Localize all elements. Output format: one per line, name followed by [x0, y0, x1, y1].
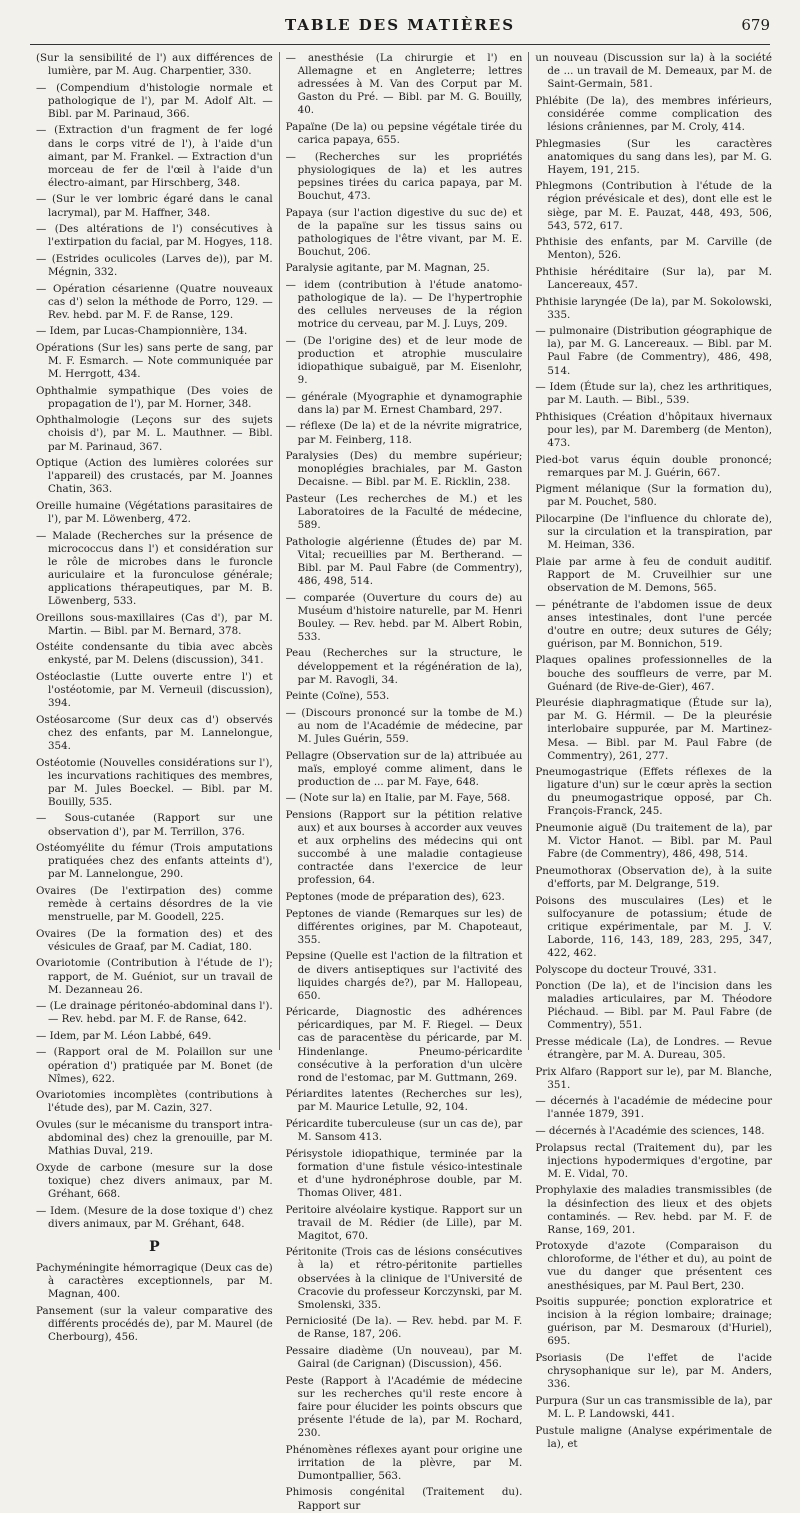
index-entry: Pigment mélanique (Sur la formation du), par M. Pouchet, 580.: [535, 483, 773, 509]
index-entry: Péricarde, Diagnostic des adhérences péricardiques, par M. F. Riegel. — Deux cas de paracentèse du péricarde, par M. Hindenlange. Pneumo-péricardite consécutive à la perforation d'un ulcère rond de l'estomac, par M. Guttmann, 269.: [285, 1006, 523, 1084]
index-entry: Poisons des musculaires (Les) et le sulfocyanure de potassium; étude de critique expérimentale, par M. J. V. Laborde, 116, 143, 189, 283, 295, 347, 422, 462.: [535, 894, 773, 959]
index-entry: Plaie par arme à feu de conduit auditif. Rapport de M. Cruveilhier sur une observation de M. Demons, 565.: [535, 555, 773, 594]
index-entry: Papaya (sur l'action digestive du suc de) et de la papaïne sur les tissus sains ou pathologiques de l'être vivant, par M. E. Bouchut, 206.: [285, 206, 523, 258]
index-entry: — pénétrante de l'abdomen issue de deux anses intestinales, dont l'une percée d'outre en outre; deux sutures de Gély; guérison, par M. Bonnichon, 519.: [535, 598, 773, 650]
index-entry: Pessaire diadème (Un nouveau), par M. Gairal (de Carignan) (Discussion), 456.: [285, 1345, 523, 1371]
index-entry: Ostéosarcome (Sur deux cas d') observés chez des enfants, par M. Lannelongue, 354.: [36, 713, 273, 752]
index-entry: Ovules (sur le mécanisme du transport intra-abdominal des) chez la grenouille, par M. Mathias Duval, 219.: [36, 1118, 273, 1158]
index-entry: (Sur la sensibilité de l') aux différences de lumière, par M. Aug. Charpentier, 330.: [36, 52, 273, 78]
index-entry: Pasteur (Les recherches de M.) et les Laboratoires de la Faculté de médecine, 589.: [285, 492, 523, 532]
index-entry: Ovariotomie (Contribution à l'étude de l'); rapport, de M. Guéniot, sur un travail de M. Dezanneau 26.: [36, 957, 273, 996]
index-entry: — (Le drainage péritonéo-abdominal dans l'). — Rev. hebd. par M. F. de Ranse, 642.: [36, 1000, 273, 1026]
index-entry: — idem (contribution à l'étude anatomo-pathologique de la). — De l'hypertrophie des cellules nerveuses de la région motrice du cerveau, par M. J. Luys, 209.: [285, 279, 523, 331]
index-entry: — (Estrides oculicoles (Larves de)), par M. Mégnin, 332.: [36, 252, 273, 278]
index-entry: Peste (Rapport à l'Académie de médecine sur les recherches qu'il reste encore à faire pour élucider les points obscurs que présente l'étude de la), par M. Rochard, 230.: [285, 1374, 523, 1440]
index-entry: Plaques opalines professionnelles de la bouche des souffleurs de verre, par M. Guénard (de Rive-de-Gier), 467.: [535, 654, 773, 693]
index-entry: — (Des altérations de l') consécutives à l'extirpation du facial, par M. Hogyes, 118.: [36, 223, 273, 249]
index-entry: Oxyde de carbone (mesure sur la dose toxique) chez divers animaux, par M. Gréhant, 668.: [36, 1161, 273, 1200]
index-entry: Pilocarpine (De l'influence du chlorate de), sur la circulation et la transpiration, par M. Heiman, 336.: [535, 513, 773, 552]
index-entry: — anesthésie (La chirurgie et l') en Allemagne et en Angleterre; lettres adressées à M. Van des Corput par M. Gaston du Pré. — Bibl. par M. G. Bouilly, 40.: [285, 52, 523, 117]
index-entry: Phthisie des enfants, par M. Carville (de Menton), 526.: [535, 236, 773, 262]
index-entry: Paralysie agitante, par M. Magnan, 25.: [285, 262, 490, 275]
index-entry: — (Sur le ver lombric égaré dans le canal lacrymal), par M. Haffner, 348.: [36, 193, 273, 219]
index-entry: Péritonite (Trois cas de lésions consécutives à la) et rétro-péritonite partielles observées à la clinique de l'Université de Cracovie du professeur Korczynski, par M. Smolenski, 335.: [285, 1246, 523, 1311]
index-entry: Pensions (Rapport sur la pétition relative aux) et aux bourses à accorder aux veuves et aux orphelins des médecins qui ont succombé à une maladie contagieuse contractée dans l'exercice de leur profession, 64.: [285, 808, 523, 887]
index-entry: Pleurésie diaphragmatique (Étude sur la), par M. G. Hérmil. — De la pleurésie interlobaire suppurée, par M. Martinez-Mesa. — Bibl. par M. Paul Fabre (de Commentry), 261, 277.: [535, 697, 773, 762]
index-entry: Péricardite tuberculeuse (sur un cas de), par M. Sansom 413.: [285, 1118, 523, 1144]
index-entry: — (Discours prononcé sur la tombe de M.) au nom de l'Académie de médecine, par M. Jules Guérin, 559.: [285, 706, 523, 745]
index-entry: Peau (Recherches sur la structure, le développement et la régénération de la), par M. Ravogli, 34.: [285, 647, 523, 686]
index-entry: Pneumonie aiguë (Du traitement de la), par M. Victor Hanot. — Bibl. par M. Paul Fabre (de Commentry), 486, 498, 514.: [535, 822, 773, 861]
index-column-left: [30, 52, 279, 1343]
index-entry: — décernés à l'académie de médecine pour l'année 1879, 391.: [535, 1095, 773, 1121]
index-entry: — Sous-cutanée (Rapport sur une observation d'), par M. Terrillon, 376.: [36, 812, 273, 838]
index-entry: Ponction (De la), et de l'incision dans les maladies articulaires, par M. Théodore Piéchaud. — Bibl. par M. Paul Fabre (de Commentry), 551.: [535, 980, 773, 1032]
index-entry: — réflexe (De la) et de la névrite migratrice, par M. Feinberg, 118.: [285, 420, 523, 446]
index-entry: Pellagre (Observation sur de la) attribuée au maïs, employé comme aliment, dans le production de ... par M. Faye, 648.: [285, 749, 523, 788]
index-entry: Peptones de viande (Remarques sur les) de différentes origines, par M. Chapoteaut, 355.: [285, 907, 523, 946]
index-entry: — (Compendium d'histologie normale et pathologique de l'), par M. Adolf Alt. — Bibl. par M. Parinaud, 366.: [36, 81, 273, 120]
index-entry: Phthisie héréditaire (Sur la), par M. Lancereaux, 457.: [535, 265, 773, 291]
index-entry: Ophthalmie sympathique (Des voies de propagation de l'), par M. Horner, 348.: [36, 384, 273, 410]
index-entry: Ostéotomie (Nouvelles considérations sur l'), les incurvations rachitiques des membres, par M. Jules Boeckel. — Bibl. par M. Bouilly, 535.: [36, 756, 273, 808]
index-entry: Ostéite condensante du tibia avec abcès enkysté, par M. Delens (discussion), 341.: [36, 641, 273, 667]
index-entry: Phlegmons (Contribution à l'étude de la région prévésicale et des), dont elle est le siège, par M. E. Pauzat, 448, 493, 506, 543, 572, 617.: [535, 180, 773, 232]
page-header: [30, 10, 770, 45]
index-entry: — Idem. (Mesure de la dose toxique d') chez divers animaux, par M. Gréhant, 648.: [36, 1204, 273, 1230]
index-entry: — Idem (Étude sur la), chez les arthritiques, par M. Lauth. — Bibl., 539.: [535, 381, 773, 407]
index-entry: Ovaires (De la formation des) et des vésicules de Graaf, par M. Cadiat, 180.: [36, 927, 273, 953]
index-entry: Ovariotomies incomplètes (contributions à l'étude des), par M. Cazin, 327.: [36, 1089, 273, 1115]
page-title: TABLE DES MATIÈRES: [284, 16, 516, 34]
index-entry: Phlegmasies (Sur les caractères anatomiques du sang dans les), par M. G. Hayem, 191, 215.: [535, 137, 773, 176]
index-entry: Prix Alfaro (Rapport sur le), par M. Blanche, 351.: [535, 1065, 773, 1091]
index-entry: Protoxyde d'azote (Comparaison du chloroforme, de l'éther et du), au point de vue du danger que présentent ces anesthésiques, par M. Paul Bert, 230.: [535, 1240, 773, 1292]
index-entry: — Idem, par Lucas-Championnière, 134.: [36, 325, 248, 338]
index-entry: Pansement (sur la valeur comparative des différents procédés de), par M. Maurel (de Cherbourg), 456.: [36, 1304, 273, 1343]
index-entry: — décernés à l'Académie des sciences, 148.: [535, 1125, 765, 1138]
index-entry: Ostéoclastie (Lutte ouverte entre l') et l'ostéotomie, par M. Verneuil (discussion), 394.: [36, 671, 273, 710]
index-entry: Pneumothorax (Observation de), à la suite d'efforts, par M. Delgrange, 519.: [535, 864, 773, 890]
index-column-right: [528, 52, 778, 1450]
index-entry: — comparée (Ouverture du cours de) au Muséum d'histoire naturelle, par M. Henri Bouley. — Rev. hebd. par M. Albert Robin, 533.: [285, 591, 523, 643]
index-entry: Phthisiques (Création d'hôpitaux hivernaux pour les), par M. Daremberg (de Menton), 473.: [535, 410, 773, 450]
index-entry: Papaïne (De la) ou pepsine végétale tirée du carica papaya, 655.: [285, 120, 523, 147]
index-entry: Prophylaxie des maladies transmissibles (de la désinfection des lieux et des objets contaminés. — Rev. hebd. par M. F. de Ranse, 169, 201.: [535, 1184, 773, 1236]
index-entry: Pachyméningite hémorragique (Deux cas de) à caractères exceptionnels, par M. Magnan, 400.: [36, 1261, 273, 1300]
index-entry: Phlébite (De la), des membres inférieurs, considérée comme complication des lésions crâniennes, par M. Croly, 414.: [535, 94, 773, 133]
index-entry: Oreille humaine (Végétations parasitaires de l'), par M. Löwenberg, 472.: [36, 499, 273, 525]
section-letter: P: [149, 1238, 160, 1255]
index-entry: Ostéomyélite du fémur (Trois amputations pratiquées chez des enfants atteints d'), par M. Lannelongue, 290.: [36, 842, 273, 881]
index-entry: Perniciosité (De la). — Rev. hebd. par M. F. de Ranse, 187, 206.: [285, 1315, 523, 1341]
index-entry: Périsystole idiopathique, terminée par la formation d'une fistule vésico-intestinale et d'une hydronéphrose double, par M. Thomas Oliver, 481.: [285, 1147, 523, 1199]
index-entry: un nouveau (Discussion sur la) à la société de ... un travail de M. Demeaux, par M. de Saint-Germain, 581.: [535, 52, 773, 91]
index-entry: Optique (Action des lumières colorées sur l'appareil) des crustacés, par M. Joannes Chatin, 363.: [36, 457, 273, 496]
index-entry: — Malade (Recherches sur la présence de micrococcus dans l') et considération sur le rôle de microbes dans le furoncle auriculaire et la furonculose générale; applications thérapeutiques, par M. B. Löwenberg, 533.: [36, 529, 273, 608]
index-columns: [30, 52, 778, 1512]
index-entry: Opérations (Sur les) sans perte de sang, par M. F. Esmarch. — Note communiquée par M. Herrgott, 434.: [36, 341, 273, 381]
index-entry: — (Note sur la) en Italie, par M. Faye, 568.: [285, 792, 511, 805]
index-entry: Purpura (Sur un cas transmissible de la), par M. L. P. Landowski, 441.: [535, 1394, 773, 1420]
index-entry: Paralysies (Des) du membre supérieur; monoplégies brachiales, par M. Gaston Decaisne. — Bibl. par M. E. Ricklin, 238.: [285, 450, 523, 489]
index-entry: — Opération césarienne (Quatre nouveaux cas d') selon la méthode de Porro, 129. — Rev. hebd. par M. F. de Ranse, 129.: [36, 282, 273, 321]
index-entry: Peinte (Coïne), 553.: [285, 690, 390, 703]
index-entry: Psoitis suppurée; ponction exploratrice et incision à la région lombaire; drainage; guérison, par M. Desmaroux (d'Huriel), 695.: [535, 1296, 773, 1348]
index-entry: — (Rapport oral de M. Polaillon sur une opération d') pratiquée par M. Bonet (de Nîmes), 622.: [36, 1046, 273, 1085]
index-entry: Périardites latentes (Recherches sur les), par M. Maurice Letulle, 92, 104.: [285, 1088, 523, 1114]
index-entry: Polyscope du docteur Trouvé, 331.: [535, 963, 717, 976]
index-entry: Ovaires (De l'extirpation des) comme remède à certains désordres de la vie menstruelle, par M. Goodell, 225.: [36, 884, 273, 924]
index-entry: Pied-bot varus équin double prononcé; remarques par M. J. Guérin, 667.: [535, 453, 773, 479]
index-entry: Phimosis congénital (Traitement du). Rapport sur: [285, 1486, 523, 1512]
index-entry: — (Recherches sur les propriétés physiologiques de la) et les autres pepsines tirées du carica papaya, par M. Bouchut, 473.: [285, 150, 523, 202]
index-entry: — pulmonaire (Distribution géographique de la), par M. G. Lancereaux. — Bibl. par M. Paul Fabre (de Commentry), 486, 498, 514.: [535, 325, 773, 377]
index-entry: Psoriasis (De l'effet de l'acide chrysophanique sur le), par M. Anders, 336.: [535, 1352, 773, 1391]
index-entry: Oreillons sous-maxillaires (Cas d'), par M. Martin. — Bibl. par M. Bernard, 378.: [36, 611, 273, 637]
index-entry: Pustule maligne (Analyse expérimentale de la), et: [535, 1424, 773, 1450]
index-entry: Prolapsus rectal (Traitement du), par les injections hypodermiques d'ergotine, par M. E. Vidal, 70.: [535, 1141, 773, 1180]
index-entry: Phthisie laryngée (De la), par M. Sokolowski, 335.: [535, 295, 773, 321]
index-entry: Presse médicale (La), de Londres. — Revue étrangère, par M. A. Dureau, 305.: [535, 1035, 773, 1062]
index-entry: — (De l'origine des) et de leur mode de production et atrophie musculaire idiopathique subaiguë, par M. Eisenlohr, 9.: [285, 334, 523, 387]
index-entry: Pneumogastrique (Effets réflexes de la ligature d'un) sur le cœur après la section du pneumogastrique opposé, par Ch. François-Franck, 245.: [535, 766, 773, 818]
index-column-middle: [279, 52, 529, 1512]
index-entry: — Idem, par M. Léon Labbé, 649.: [36, 1029, 212, 1042]
index-entry: Pathologie algérienne (Études de) par M. Vital; recueillies par M. Bertherand. — Bibl. par M. Paul Fabre (de Commentry), 486, 498, 514.: [285, 535, 523, 587]
index-entry: — (Extraction d'un fragment de fer logé dans le corps vitré de l'), à l'aide d'un aimant, par M. Frankel. — Extraction d'un morceau de fer de l'œil à l'aide d'un électro-aimant, par Hirschberg, 348.: [36, 124, 273, 189]
index-entry: — générale (Myographie et dynamographie dans la) par M. Ernest Chambard, 297.: [285, 390, 523, 416]
page-number: 679: [741, 16, 770, 34]
index-entry: Phénomènes réflexes ayant pour origine une irritation de la plèvre, par M. Dumontpallier, 563.: [285, 1443, 523, 1482]
index-entry: Peritoire alvéolaire kystique. Rapport sur un travail de M. Rédier (de Lille), par M. Magitot, 670.: [285, 1203, 523, 1242]
index-entry: Peptones (mode de préparation des), 623.: [285, 891, 505, 904]
index-entry: Ophthalmologie (Leçons sur des sujets choisis d'), par M. L. Mauthner. — Bibl. par M. Parinaud, 367.: [36, 414, 273, 453]
index-entry: Pepsine (Quelle est l'action de la filtration et de divers antiseptiques sur l'activité des liquides chargés de?), par M. Hallopeau, 650.: [285, 950, 523, 1002]
